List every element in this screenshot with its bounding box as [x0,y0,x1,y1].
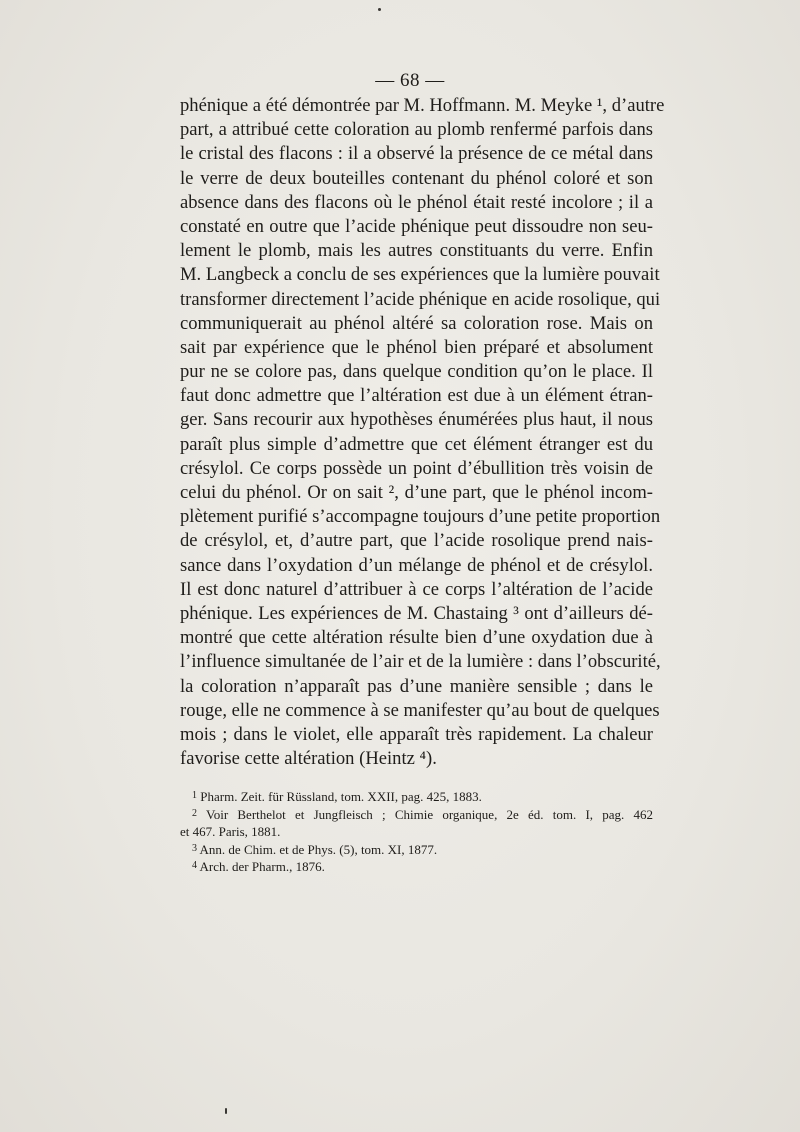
text-line: M. Langbeck a conclu de ses expériences que la lumière pouvait [180,264,660,286]
text-line: lement le plomb, mais les autres constituants du verre. Enfin [180,240,653,262]
text-line: le cristal des flacons : il a observé la présence de ce métal dans [180,143,653,165]
text-line: phénique a été démontrée par M. Hoffmann. M. Meyke ¹, d’autre [180,95,665,116]
text-line: montré que cette altération résulte bien d’une oxydation due à [180,627,653,649]
body-paragraph [180,94,665,771]
text-line: le verre de deux bouteilles contenant du phénol coloré et son [180,167,653,189]
ink-speck [225,1108,227,1114]
footnote [180,823,653,841]
footnote-text: Voir Berthelot et Jungfleisch ; Chimie organique, 2e éd. tom. I, pag. 462 [206,806,654,822]
footnotes [180,788,653,876]
text-line: paraît plus simple d’admettre que cet élément étranger est du [180,433,653,455]
text-line: l’influence simultanée de l’air et de la lumière : dans l’obscurité, [180,651,661,673]
footnote-text: et 467. Paris, 1881. [180,824,281,839]
text-line: part, a attribué cette coloration au plomb renfermé parfois dans [180,119,653,141]
footnote [180,788,653,806]
footnote-text: Ann. de Chim. et de Phys. (5), tom. XI, 1877. [199,841,438,857]
text-line: absence dans des flacons où le phénol était resté incolore ; il a [180,191,653,213]
text-line: sance dans l’oxydation d’un mélange de phénol et de crésylol. [180,554,653,576]
text-line: Il est donc naturel d’attribuer à ce corps l’altération de l’acide [180,578,653,600]
text-line: celui du phénol. Or on sait ², d’une part, que le phénol incom- [180,482,653,503]
page-number: — 68 — [375,70,445,91]
footnote [180,806,653,824]
text-line: pur ne se colore pas, dans quelque condition qu’on le place. Il [180,361,653,383]
text-line: de crésylol, et, d’autre part, que l’acide rosolique prend nais- [180,530,653,552]
text-line: communiquerait au phénol altéré sa coloration rose. Mais on [180,312,653,334]
text-line: transformer directement l’acide phénique en acide rosolique, qui [180,288,661,310]
footnote [180,841,653,859]
text-line: phénique. Les expériences de M. Chastaing ³ ont d’ailleurs dé- [180,602,653,624]
footnote-text: Pharm. Zeit. für Rüssland, tom. XXII, pag. 425, 1883. [200,789,482,804]
text-line: favorise cette altération (Heintz ⁴). [180,748,437,770]
text-line: constaté en outre que l’acide phénique peut dissoudre non seu- [180,215,653,237]
text-line: rouge, elle ne commence à se manifester qu’au bout de quelques [180,699,660,721]
text-line: plètement purifié s’accompagne toujours d’une petite proportion [180,506,661,528]
footnote [180,858,653,876]
text-line: ger. Sans recourir aux hypothèses énumérées plus haut, il nous [180,409,653,431]
text-line: la coloration n’apparaît pas d’une manière sensible ; dans le [180,675,653,697]
footnote-number: 3 [192,842,197,854]
text-line: sait par expérience que le phénol bien préparé et absolument [180,336,653,358]
footnote-number: 1 [192,790,197,801]
text-line: faut donc admettre que l’altération est due à un élément étran- [180,385,653,407]
text-line: crésylol. Ce corps possède un point d’ébullition très voisin de [180,457,653,479]
footnote-number: 4 [192,860,197,871]
footnote-number: 2 [192,807,197,819]
footnote-text: Arch. der Pharm., 1876. [199,859,325,874]
ink-speck [378,8,381,11]
text-line: mois ; dans le violet, elle apparaît très rapidement. La chaleur [180,723,653,745]
